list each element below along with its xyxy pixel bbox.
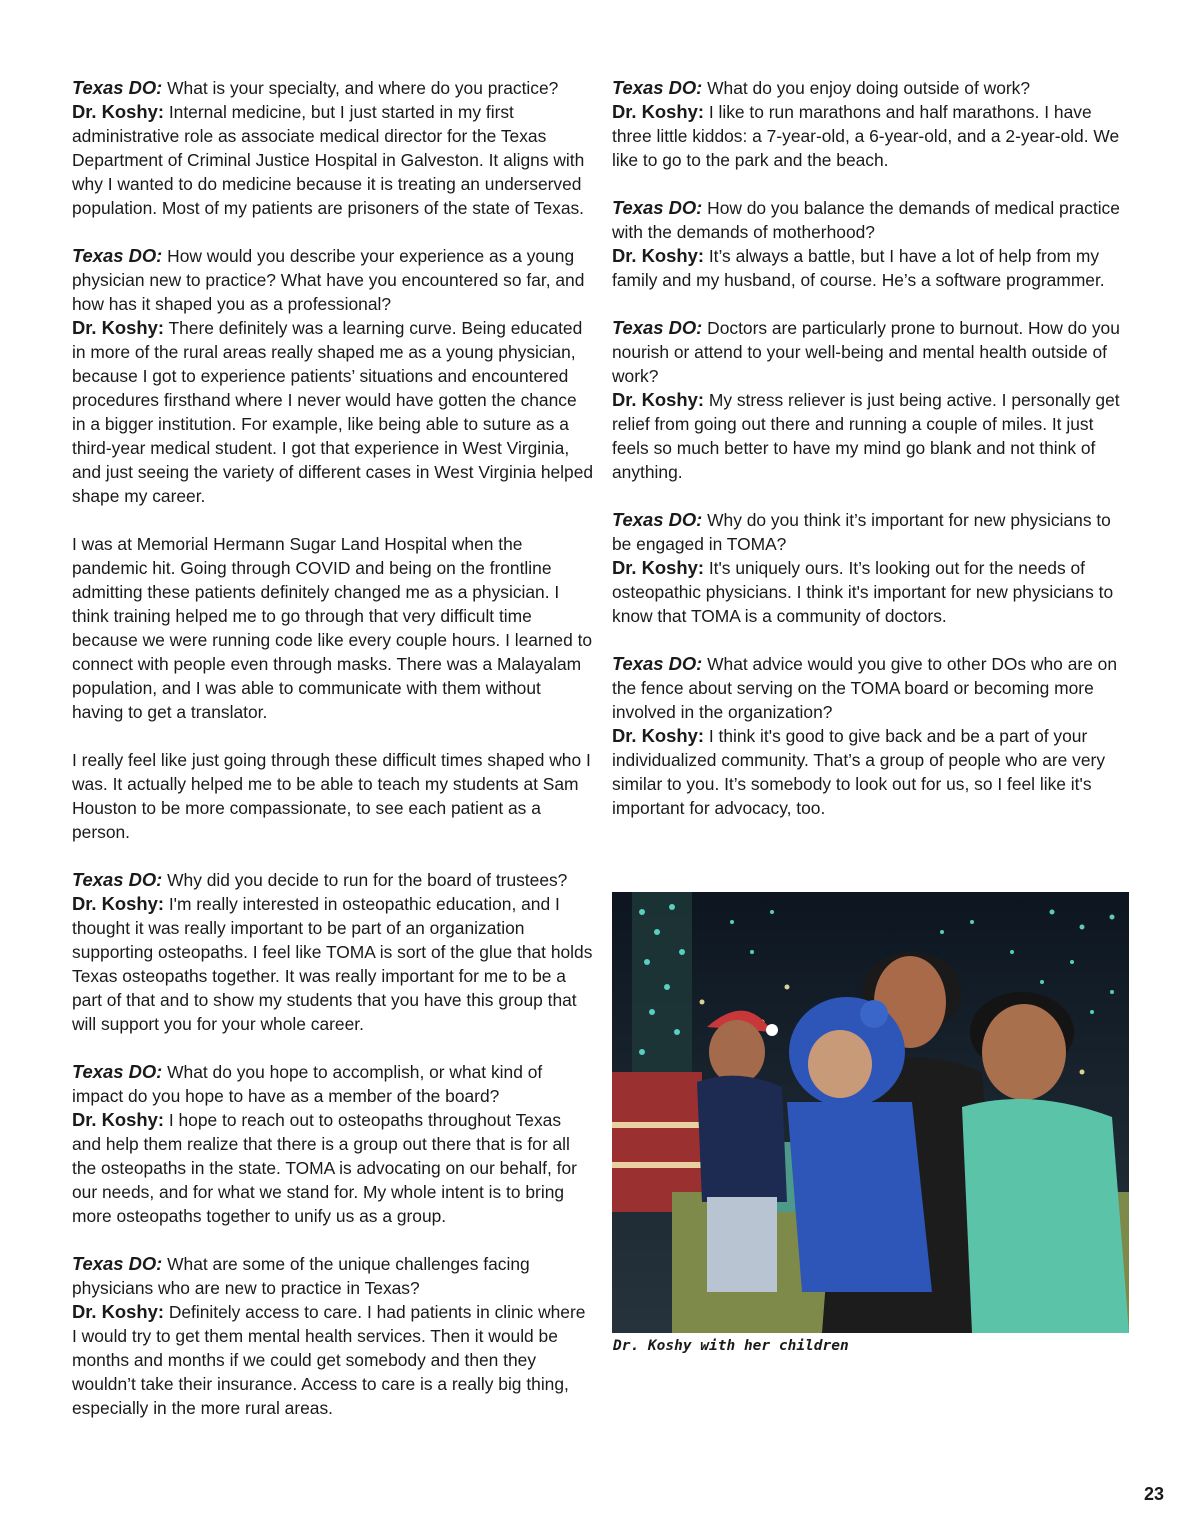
question-text: Why did you decide to run for the board of trustees? [167,870,568,890]
qa-block [72,244,594,508]
question-text: What do you enjoy doing outside of work? [707,78,1031,98]
question-text: How would you describe your experience as a young physician new to practice? What have you encountered so far, and how has it shaped you as a professional? [72,246,585,314]
qa-block [612,652,1134,820]
answer-text: My stress reliever is just being active. I personally get relief from going out there and running a couple of miles. It just feels so much better to have my mind go blank and not think of anything. [612,390,1120,482]
answer-label: Dr. Koshy: [72,1109,164,1130]
question-label: Texas DO: [72,245,163,266]
answer-label: Dr. Koshy: [612,725,704,746]
answer-label: Dr. Koshy: [612,389,704,410]
answer-text: I hope to reach out to osteopaths throughout Texas and help them realize that there is a group out there that is for all the osteopaths in the state. TOMA is advocating on our behalf, for our needs, and for what we stand for. My whole intent is to bring more osteopaths together to unify us as a group. [72,1110,577,1226]
answer [72,316,594,508]
right-column [612,76,1134,844]
question [72,1060,594,1108]
question [612,316,1134,388]
body-paragraph: I was at Memorial Hermann Sugar Land Hospital when the pandemic hit. Going through COVID and being on the frontline admitting these patients definitely changed me as a physician. I think training helped me to go through that very difficult time because we were running code like every couple hours. I learned to connect with people even through masks. There was a Malayalam population, and I was able to communicate with them without having to get a translator. [72,534,593,722]
question-label: Texas DO: [612,197,703,218]
question [72,868,594,892]
qa-block [72,1060,594,1228]
question-text: Why do you think it’s important for new physicians to be engaged in TOMA? [612,510,1111,554]
answer-label: Dr. Koshy: [72,893,164,914]
left-column [72,76,594,1444]
question-label: Texas DO: [72,1061,163,1082]
question-label: Texas DO: [612,77,703,98]
answer [612,556,1134,628]
answer-label: Dr. Koshy: [72,1301,164,1322]
answer-label: Dr. Koshy: [72,317,164,338]
family-photo-illustration [612,892,1129,1333]
answer [72,1300,594,1420]
question-text: What advice would you give to other DOs who are on the fence about serving on the TOMA board or becoming more involved in the organization? [612,654,1118,722]
answer-text: I'm really interested in osteopathic education, and I thought it was really important to be part of an organization supporting osteopaths. I feel like TOMA is sort of the glue that holds Texas osteopaths together. It was really important for me to be a part of that and to show my students that you have this group that will support you for your whole career. [72,894,593,1034]
answer-text: I like to run marathons and half marathons. I have three little kiddos: a 7-year-old, a 6-year-old, and a 2-year-old. We like to go to the park and the beach. [612,102,1120,170]
qa-block [612,76,1134,172]
answer-text: I think it's good to give back and be a part of your individualized community. That’s a group of people who are very similar to you. It’s somebody to look out for us, so I feel like it's important for advocacy, too. [612,726,1106,818]
qa-block [72,76,594,220]
answer-text: There definitely was a learning curve. Being educated in more of the rural areas really shaped me as a young physician, because I got to experience patients’ situations and encountered procedures firsthand where I never would have gotten the chance in a bigger institution. For example, like being able to suture as a third-year medical student. I got that experience in West Virginia, and just seeing the variety of different cases in West Virginia helped shape my career. [72,318,594,506]
question [612,196,1134,244]
family-photo [612,892,1129,1333]
question-label: Texas DO: [612,317,703,338]
answer [612,244,1134,292]
answer [72,892,594,1036]
answer-text: It’s always a battle, but I have a lot of help from my family and my husband, of course. He’s a software programmer. [612,246,1105,290]
question-label: Texas DO: [612,509,703,530]
answer-text: It's uniquely ours. It’s looking out for the needs of osteopathic physicians. I think it's important for new physicians to know that TOMA is a community of doctors. [612,558,1114,626]
answer-text: Internal medicine, but I just started in my first administrative role as associate medical director for the Texas Department of Criminal Justice Hospital in Galveston. It aligns with why I wanted to do medicine because it is treating an underserved population. Most of my patients are prisoners of the state of Texas. [72,102,585,218]
answer [72,1108,594,1228]
question-label: Texas DO: [72,1253,163,1274]
question-label: Texas DO: [72,869,163,890]
answer-label: Dr. Koshy: [72,101,164,122]
answer [612,388,1134,484]
question-label: Texas DO: [72,77,163,98]
qa-block [612,316,1134,484]
question-text: Doctors are particularly prone to burnout. How do you nourish or attend to your well-being and mental health outside of work? [612,318,1120,386]
question [612,652,1134,724]
question-label: Texas DO: [612,653,703,674]
answer [612,724,1134,820]
question [72,1252,594,1300]
question [72,76,594,100]
qa-block [72,1252,594,1420]
qa-block [72,868,594,1036]
question-text: What are some of the unique challenges facing physicians who are new to practice in Texas? [72,1254,530,1298]
question [612,76,1134,100]
answer [612,100,1134,172]
question-text: What do you hope to accomplish, or what kind of impact do you hope to have as a member of the board? [72,1062,543,1106]
question-text: How do you balance the demands of medical practice with the demands of motherhood? [612,198,1120,242]
question [72,244,594,316]
answer-label: Dr. Koshy: [612,245,704,266]
answer-label: Dr. Koshy: [612,557,704,578]
answer-label: Dr. Koshy: [612,101,704,122]
answer [72,100,594,220]
answer-text: Definitely access to care. I had patients in clinic where I would try to get them mental health services. Then it would be months and months if we could get somebody and then they wouldn’t take their insurance. Access to care is a really big thing, especially in the more rural areas. [72,1302,586,1418]
photo-caption: Dr. Koshy with her children [613,1338,849,1354]
qa-block [612,196,1134,292]
page-number: 23 [1143,1484,1164,1504]
question [612,508,1134,556]
body-paragraph: I really feel like just going through these difficult times shaped who I was. It actually helped me to be able to teach my students at Sam Houston to be more compassionate, to see each patient as a person. [72,750,591,842]
qa-block [612,508,1134,628]
question-text: What is your specialty, and where do you practice? [167,78,559,98]
